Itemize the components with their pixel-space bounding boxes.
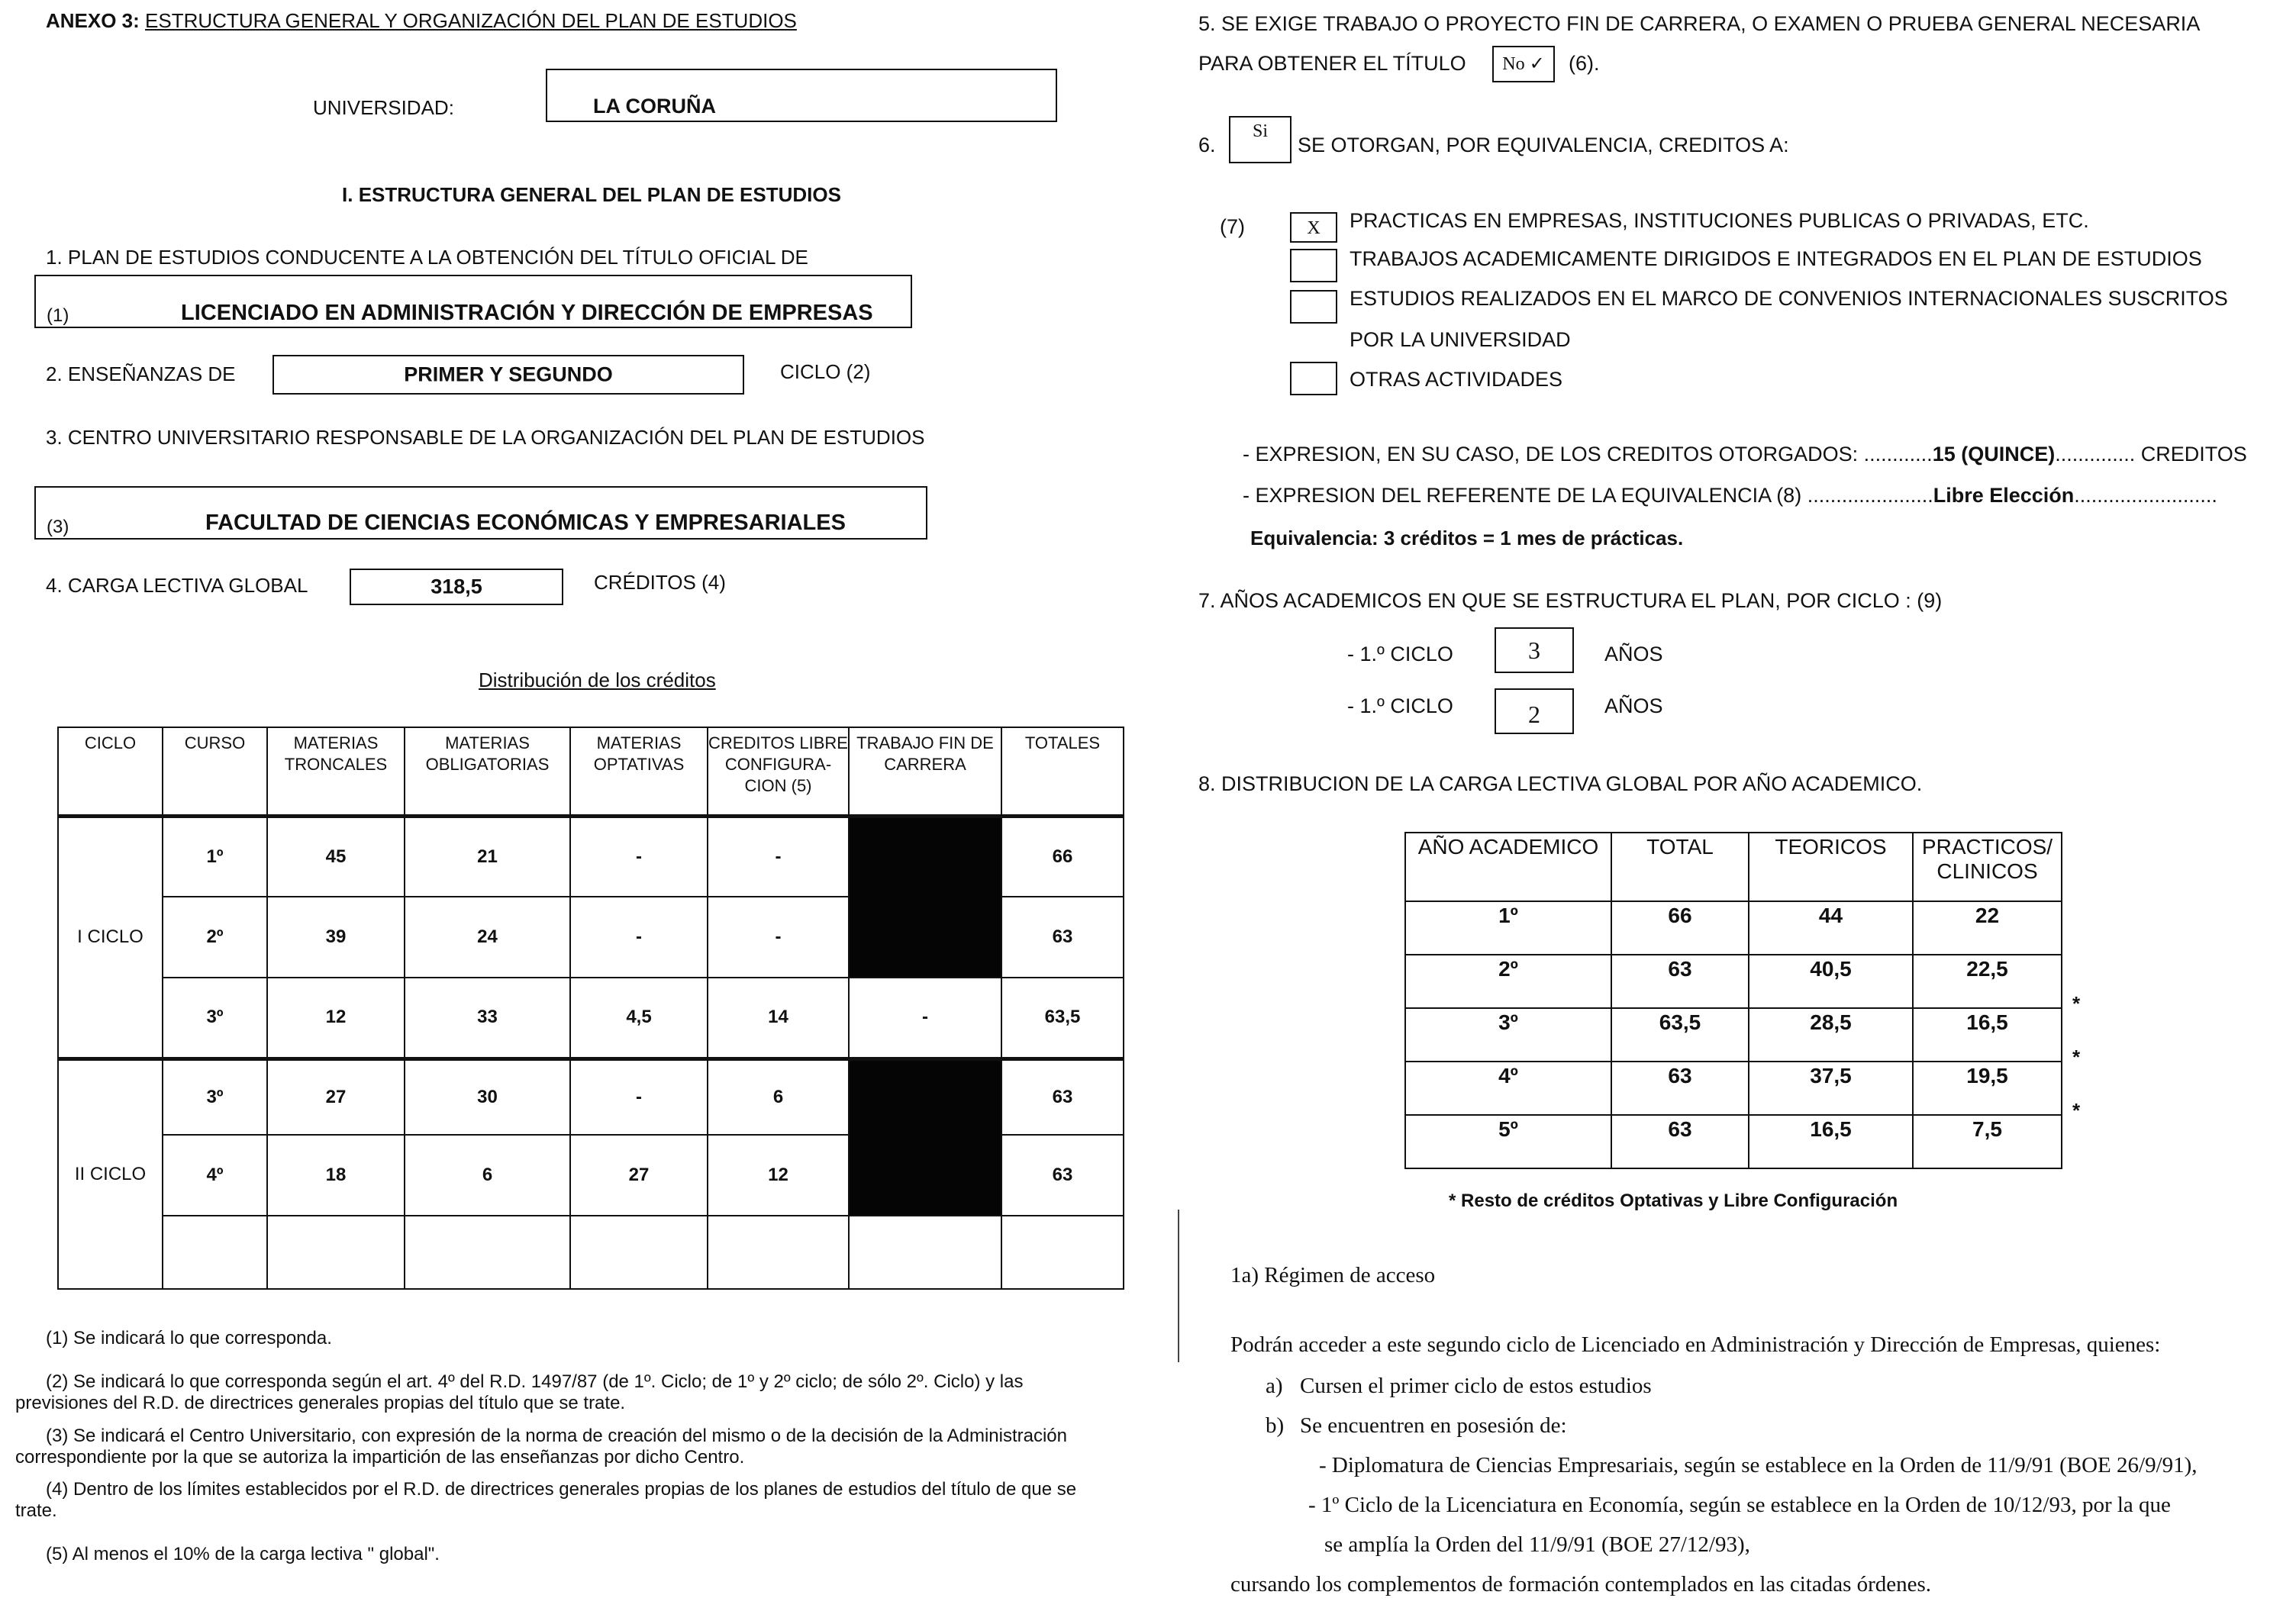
asterisk-row-3: * bbox=[2072, 992, 2081, 1015]
access-end: cursando los complementos de formación contemplados en las citadas órdenes. bbox=[1230, 1572, 1932, 1597]
footnote-2b: previsiones del R.D. de directrices generales propias del título que se trate. bbox=[15, 1393, 626, 1413]
table-row-empty bbox=[58, 1216, 1124, 1289]
footnote-4a: (4) Dentro de los límites establecidos por el R.D. de directrices generales propias de los planes de estudios del título de que se bbox=[46, 1479, 1077, 1500]
table-cell: 3º bbox=[163, 978, 267, 1058]
table-cell: - bbox=[849, 978, 1001, 1058]
table-cell: 12 bbox=[708, 1135, 849, 1216]
equivalence-box bbox=[1229, 116, 1292, 163]
table-cell: 1º bbox=[163, 816, 267, 897]
footnote-3a: (3) Se indicará el Centro Universitario, con expresión de la norma de creación del mismo o de la decisión de la Administración bbox=[46, 1426, 1067, 1446]
table-cell: 22,5 bbox=[1913, 955, 2062, 1008]
header-totales: TOTALES bbox=[1001, 727, 1124, 816]
total-credits-field bbox=[350, 569, 563, 605]
table-cell: 1º bbox=[1405, 901, 1611, 955]
asterisk-row-5: * bbox=[2072, 1099, 2081, 1122]
table-cell: 40,5 bbox=[1749, 955, 1913, 1008]
item1-note: (1) bbox=[47, 305, 69, 326]
cycle-row-unit-2: AÑOS bbox=[1604, 694, 1663, 717]
expr-credits-label: - EXPRESION, EN SU CASO, DE LOS CREDITOS OTORGADOS: ............ bbox=[1243, 443, 1933, 466]
table-cell: 63,5 bbox=[1001, 978, 1124, 1058]
table-cell: 3º bbox=[163, 1058, 267, 1135]
cycle-years-box-2 bbox=[1495, 688, 1574, 734]
table-cell: 28,5 bbox=[1749, 1008, 1913, 1062]
table-cell: - bbox=[708, 897, 849, 978]
item3-label: 3. CENTRO UNIVERSITARIO RESPONSABLE DE LA ORGANIZACIÓN DEL PLAN DE ESTUDIOS bbox=[46, 426, 925, 449]
table-cell: 16,5 bbox=[1749, 1115, 1913, 1168]
footnote-1: (1) Se indicará lo que corresponda. bbox=[46, 1328, 332, 1348]
table-cell: 33 bbox=[405, 978, 570, 1058]
table-cell: 5º bbox=[1405, 1115, 1611, 1168]
option-estudios-b: POR LA UNIVERSIDAD bbox=[1350, 328, 1571, 351]
table-cell: 63 bbox=[1001, 1058, 1124, 1135]
expr-referent-value: Libre Elección bbox=[1933, 484, 2075, 507]
header-curso: CURSO bbox=[163, 727, 267, 816]
item2-suffix: CICLO (2) bbox=[780, 360, 871, 383]
access-a: Cursen el primer ciclo de estos estudios bbox=[1300, 1374, 1652, 1398]
access-b3: se amplía la Orden del 11/9/91 (BOE 27/12/93), bbox=[1324, 1532, 1750, 1557]
table-cell: 39 bbox=[267, 897, 405, 978]
table-cell: 14 bbox=[708, 978, 849, 1058]
header-total: TOTAL bbox=[1611, 833, 1749, 901]
footnote-2a: (2) Se indicará lo que corresponda según el art. 4º del R.D. 1497/87 (de 1º. Ciclo; de 1º y 2º ciclo; de sólo 2º. Ciclo) y las bbox=[46, 1371, 1024, 1392]
header-practicos: PRACTICOS/ CLINICOS bbox=[1913, 833, 2062, 901]
total-credits-value: 318,5 bbox=[430, 575, 482, 598]
expr-credits-value: 15 (QUINCE) bbox=[1932, 443, 2056, 466]
blacked-out-cell bbox=[849, 1058, 1001, 1216]
option-practicas: PRACTICAS EN EMPRESAS, INSTITUCIONES PUBLICAS O PRIVADAS, ETC. bbox=[1350, 209, 2089, 232]
footnote-4b: trate. bbox=[15, 1500, 57, 1521]
title-field bbox=[34, 275, 912, 328]
table-cell: 63 bbox=[1611, 955, 1749, 1008]
table-cell: 27 bbox=[267, 1058, 405, 1135]
university-field bbox=[546, 69, 1057, 122]
table-cell: 12 bbox=[267, 978, 405, 1058]
header-libre-configuracion: CREDITOS LIBRE CONFIGURA- CION (5) bbox=[708, 727, 849, 816]
degree-title: LICENCIADO EN ADMINISTRACIÓN Y DIRECCIÓN DE EMPRESAS bbox=[181, 301, 873, 325]
item3-note: (3) bbox=[47, 517, 69, 537]
table-header-row bbox=[58, 727, 1124, 816]
item4-suffix: CRÉDITOS (4) bbox=[594, 571, 726, 594]
checkbox-trabajos bbox=[1290, 249, 1337, 282]
table-cell: 18 bbox=[267, 1135, 405, 1216]
access-b1: - Diplomatura de Ciencias Empresariais, según se establece en la Orden de 11/9/91 (BOE 26/9/91), bbox=[1319, 1453, 2198, 1477]
center-value: FACULTAD DE CIENCIAS ECONÓMICAS Y EMPRESARIALES bbox=[205, 511, 846, 535]
annex-prefix: ANEXO 3: bbox=[46, 9, 140, 32]
table-cell: 24 bbox=[405, 897, 570, 978]
table-cell: 63,5 bbox=[1611, 1008, 1749, 1062]
divider-stroke bbox=[1178, 1210, 1179, 1362]
table-row bbox=[1405, 1062, 2062, 1115]
table-cell: - bbox=[570, 897, 708, 978]
asterisk-row-4: * bbox=[2072, 1046, 2081, 1068]
cycle-row-label-1: - 1.º CICLO bbox=[1347, 643, 1453, 665]
table-cell: 22 bbox=[1913, 901, 2062, 955]
access-intro: Podrán acceder a este segundo ciclo de Licenciado en Administración y Dirección de Empresas, quienes: bbox=[1230, 1332, 2161, 1357]
table-cell: 21 bbox=[405, 816, 570, 897]
table-cell: 37,5 bbox=[1749, 1062, 1913, 1115]
header-optativas: MATERIAS OPTATIVAS bbox=[570, 727, 708, 816]
table-row bbox=[58, 816, 1124, 897]
table-cell: 63 bbox=[1611, 1115, 1749, 1168]
table-cell: 6 bbox=[405, 1135, 570, 1216]
expr-referent-line bbox=[1243, 484, 2217, 507]
cycle-row-label-2: - 1.º CICLO bbox=[1347, 694, 1453, 717]
header-trabajo-fin: TRABAJO FIN DE CARRERA bbox=[849, 727, 1001, 816]
footnote-3b: correspondiente por la que se autoriza la impartición de las enseñanzas por dicho Centro. bbox=[15, 1447, 745, 1468]
cycle-years-value-1: 3 bbox=[1528, 636, 1540, 664]
header-troncales: MATERIAS TRONCALES bbox=[267, 727, 405, 816]
cycle-row-unit-1: AÑOS bbox=[1604, 643, 1663, 665]
table-cell: 27 bbox=[570, 1135, 708, 1216]
table-cell: 30 bbox=[405, 1058, 570, 1135]
cycle-years-value-2: 2 bbox=[1528, 701, 1540, 728]
equivalence-value: Si bbox=[1252, 121, 1268, 141]
table-cell: 63 bbox=[1001, 897, 1124, 978]
university-label: UNIVERSIDAD: bbox=[313, 96, 454, 119]
option-trabajos: TRABAJOS ACADEMICAMENTE DIRIGIDOS E INTEGRADOS EN EL PLAN DE ESTUDIOS bbox=[1350, 247, 2202, 270]
academic-year-table bbox=[1404, 832, 2062, 1169]
table-cell: 6 bbox=[708, 1058, 849, 1135]
item5-line2: PARA OBTENER EL TÍTULO bbox=[1198, 52, 1466, 75]
acad-header-row bbox=[1405, 833, 2062, 901]
item7-num: (7) bbox=[1220, 215, 1245, 238]
table-cell: 2º bbox=[1405, 955, 1611, 1008]
cycles-value: PRIMER Y SEGUNDO bbox=[404, 362, 613, 386]
section-title: I. ESTRUCTURA GENERAL DEL PLAN DE ESTUDIOS bbox=[342, 183, 841, 206]
table-row bbox=[58, 1058, 1124, 1135]
table-cell: 16,5 bbox=[1913, 1008, 2062, 1062]
checkbox-practicas bbox=[1290, 212, 1337, 243]
access-b: Se encuentren en posesión de: bbox=[1300, 1413, 1567, 1438]
table-row bbox=[1405, 901, 2062, 955]
cycle-years-box-1 bbox=[1495, 627, 1574, 673]
item6-num: 6. bbox=[1198, 134, 1216, 156]
option-otras: OTRAS ACTIVIDADES bbox=[1350, 368, 1563, 391]
table-cell: 45 bbox=[267, 816, 405, 897]
center-field bbox=[34, 486, 927, 540]
table-cell: 63 bbox=[1001, 1135, 1124, 1216]
table-cell: - bbox=[570, 1058, 708, 1135]
table-row bbox=[1405, 955, 2062, 1008]
cycle-label-2: II CICLO bbox=[58, 1058, 163, 1289]
table-cell: 3º bbox=[1405, 1008, 1611, 1062]
table-cell: 44 bbox=[1749, 901, 1913, 955]
access-b2: - 1º Ciclo de la Licenciatura en Economía, según se establece en la Orden de 10/12/93, por la que bbox=[1308, 1493, 2171, 1517]
table-row bbox=[1405, 1008, 2062, 1062]
table-cell: 7,5 bbox=[1913, 1115, 2062, 1168]
item5-suffix: (6). bbox=[1569, 52, 1600, 75]
access-b-mark: b) bbox=[1266, 1413, 1285, 1438]
expr-credits-line bbox=[1243, 443, 2247, 466]
table-cell: 4,5 bbox=[570, 978, 708, 1058]
header-ano: AÑO ACADEMICO bbox=[1405, 833, 1611, 901]
annex-title: ESTRUCTURA GENERAL Y ORGANIZACIÓN DEL PLAN DE ESTUDIOS bbox=[145, 9, 797, 32]
expr-credits-suffix: .............. CREDITOS bbox=[2055, 443, 2247, 466]
table-cell: 4º bbox=[1405, 1062, 1611, 1115]
annex-header bbox=[46, 9, 797, 33]
header-ciclo: CICLO bbox=[58, 727, 163, 816]
item2-label: 2. ENSEÑANZAS DE bbox=[46, 362, 236, 385]
item1-label: 1. PLAN DE ESTUDIOS CONDUCENTE A LA OBTENCIÓN DEL TÍTULO OFICIAL DE bbox=[46, 246, 808, 269]
checkbox-practicas-mark: X bbox=[1307, 218, 1321, 238]
header-teoricos: TEORICOS bbox=[1749, 833, 1913, 901]
blacked-out-cell bbox=[849, 816, 1001, 978]
option-estudios-a: ESTUDIOS REALIZADOS EN EL MARCO DE CONVENIOS INTERNACIONALES SUSCRITOS bbox=[1350, 287, 2228, 310]
table-cell: 63 bbox=[1611, 1062, 1749, 1115]
cycles-field bbox=[272, 355, 744, 395]
table-row bbox=[58, 978, 1124, 1058]
table-note: * Resto de créditos Optativas y Libre Configuración bbox=[1449, 1191, 1898, 1211]
expr-referent-label: - EXPRESION DEL REFERENTE DE LA EQUIVALENCIA (8) ...................... bbox=[1243, 484, 1933, 507]
item8-title: 8. DISTRIBUCION DE LA CARGA LECTIVA GLOBAL POR AÑO ACADEMICO. bbox=[1198, 772, 1923, 795]
distribution-title: Distribución de los créditos bbox=[479, 669, 716, 691]
table-cell: - bbox=[708, 816, 849, 897]
table-cell: 4º bbox=[163, 1135, 267, 1216]
item4-label: 4. CARGA LECTIVA GLOBAL bbox=[46, 574, 308, 597]
credits-distribution-table bbox=[57, 727, 1124, 1290]
cycle-label-1: I CICLO bbox=[58, 816, 163, 1058]
table-cell: 66 bbox=[1001, 816, 1124, 897]
access-title: 1a) Régimen de acceso bbox=[1230, 1263, 1436, 1287]
expr-referent-suffix: ......................... bbox=[2074, 484, 2217, 507]
table-row bbox=[1405, 1115, 2062, 1168]
equivalence-note: Equivalencia: 3 créditos = 1 mes de prácticas. bbox=[1250, 527, 1684, 549]
table-cell: 2º bbox=[163, 897, 267, 978]
final-project-value: No bbox=[1502, 54, 1525, 74]
header-obligatorias: MATERIAS OBLIGATORIAS bbox=[405, 727, 570, 816]
footnote-5: (5) Al menos el 10% de la carga lectiva " global". bbox=[46, 1544, 440, 1564]
final-project-box: No ✓ bbox=[1492, 46, 1555, 82]
table-cell: 19,5 bbox=[1913, 1062, 2062, 1115]
item7-title: 7. AÑOS ACADEMICOS EN QUE SE ESTRUCTURA EL PLAN, POR CICLO : (9) bbox=[1198, 589, 1943, 612]
access-a-mark: a) bbox=[1266, 1374, 1283, 1398]
checkbox-estudios bbox=[1290, 290, 1337, 324]
table-cell: 66 bbox=[1611, 901, 1749, 955]
checkbox-otras bbox=[1290, 362, 1337, 395]
item5-line1: 5. SE EXIGE TRABAJO O PROYECTO FIN DE CARRERA, O EXAMEN O PRUEBA GENERAL NECESARIA bbox=[1198, 12, 2201, 35]
table-cell: - bbox=[570, 816, 708, 897]
university-value: LA CORUÑA bbox=[593, 95, 716, 118]
item6-text: SE OTORGAN, POR EQUIVALENCIA, CREDITOS A: bbox=[1298, 134, 1789, 156]
